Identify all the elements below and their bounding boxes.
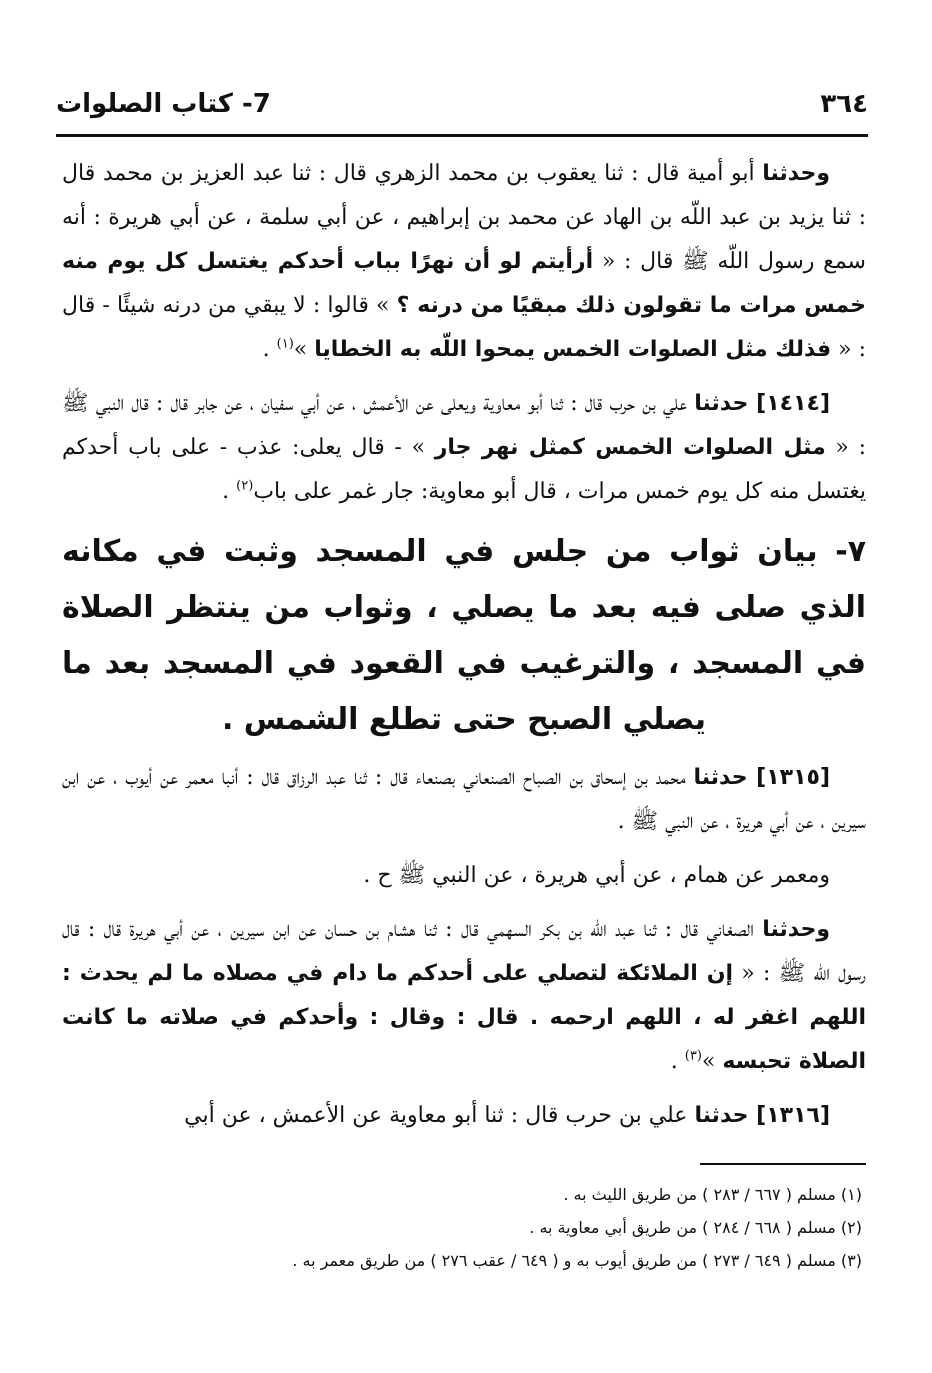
footnote-ref: (٣) bbox=[684, 1048, 702, 1064]
narration-lead: وحدثنا bbox=[762, 917, 830, 942]
section-heading: ٧- بيان ثواب من جلس في المسجد وثبت في مكانه الذي صلى فيه بعد ما يصلي ، وثواب من ينتظر الصلاة في المسجد ، والترغيب في القعود في المسجد بعد ما يصلي الصبح حتى تطلع الشمس . bbox=[62, 534, 866, 737]
footnotes bbox=[62, 1178, 862, 1277]
footnote-ref: (١) bbox=[276, 336, 294, 352]
hadith-paragraph-1316 bbox=[62, 1094, 866, 1138]
period: . bbox=[222, 479, 237, 504]
footnote-ref: (٢) bbox=[236, 478, 254, 494]
hadith-paragraph-chain: ومعمر عن همام ، عن أبي هريرة ، عن النبي ﷺ ح . bbox=[363, 863, 830, 888]
hadith-paragraph-saghani bbox=[62, 908, 866, 1084]
matn-text: مثل الصلوات الخمس كمثل نهر جار bbox=[434, 435, 826, 460]
period: . bbox=[262, 337, 277, 362]
footnote-3: (٣) مسلم ( ٦٤٩ / ٢٧٣ ) من طريق أيوب به و ( ٦٤٩ / عقب ٢٧٦ ) من طريق معمر به . bbox=[292, 1251, 862, 1270]
hadith-paragraph-1414 bbox=[62, 382, 866, 514]
chapter-title: 7- كتاب الصلوات bbox=[56, 89, 271, 119]
hadith-text: » - قال يعلى: عذب - على باب أحدكم يغتسل منه كل يوم خمس مرات ، قال أبو معاوية: جار غمر على باب bbox=[62, 435, 866, 504]
page-number: ٣٦٤ bbox=[820, 89, 868, 119]
period: . bbox=[670, 1049, 685, 1074]
quote-close: » bbox=[293, 337, 315, 362]
footnote-1: (١) مسلم ( ٦٦٧ / ٢٨٣ ) من طريق الليث به . bbox=[563, 1185, 862, 1204]
matn-text: إن الملائكة لتصلي على أحدكم ما دام في مصلاه ما لم يحدث : اللهم اغفر له ، اللهم ارحمه . قال : وقال : وأحدكم في صلاته ما كانت الصلاة تحبسه bbox=[62, 961, 866, 1074]
isnad-text: علي بن حرب قال : ثنا أبو معاوية عن الأعمش ، عن أبي bbox=[184, 1103, 695, 1128]
matn-text: فذلك مثل الصلوات الخمس يمحوا اللّه به الخطايا bbox=[314, 337, 832, 362]
page-body bbox=[62, 152, 866, 1148]
quote-close: » bbox=[701, 1049, 723, 1074]
page-header bbox=[56, 84, 868, 124]
isnad-text: محمد بن إسحاق بن الصباح الصنعاني بصنعاء قال : ثنا عبد الرزاق قال : أنبا معمر عن أيوب ، عن ابن سيرين ، عن أبي هريرة ، عن النبي ﷺ . bbox=[62, 765, 866, 834]
hadith-number: [١٣١٦] حدثنا bbox=[694, 1103, 830, 1128]
isnad-text: الصغاني قال : ثنا عبد اللّه بن بكر السهمي قال : ثنا هشام بن حسان عن ابن سيرين ، عن أبي هريرة قال : قال رسول اللّه ﷺ : « bbox=[62, 917, 866, 986]
matn-text: أرأيتم لو أن نهرًا بباب أحدكم يغتسل كل يوم منه خمس مرات ما تقولون ذلك مبقيًا من درنه ؟ bbox=[62, 249, 867, 318]
footnote-rule bbox=[700, 1163, 866, 1165]
hadith-number: [١٤١٤] حدثنا bbox=[694, 391, 830, 416]
hadith-paragraph-1315 bbox=[62, 756, 866, 844]
hadith-paragraph-1 bbox=[62, 152, 866, 372]
header-rule bbox=[56, 134, 868, 137]
hadith-number: [١٣١٥] حدثنا bbox=[693, 765, 830, 790]
isnad-text: أبو أمية قال : ثنا يعقوب بن محمد الزهري قال : ثنا عبد العزيز بن محمد قال : ثنا يزيد بن عبد اللّه بن الهاد عن محمد بن إبراهيم ، عن أبي سلمة ، عن أبي هريرة : أنه سمع رسول اللّه ﷺ قال : « bbox=[62, 161, 866, 274]
narration-lead: وحدثنا bbox=[762, 161, 830, 186]
footnote-2: (٢) مسلم ( ٦٦٨ / ٢٨٤ ) من طريق أبي معاوية به . bbox=[529, 1218, 862, 1237]
isnad-text: علي بن حرب قال : ثنا أبو معاوية ويعلى عن الأعمش ، عن أبي سفيان ، عن جابر قال : قال النبي ﷺ : « bbox=[62, 391, 866, 460]
hadith-text: » قالوا : لا يبقي من درنه شيئًا - قال : « bbox=[62, 293, 866, 362]
